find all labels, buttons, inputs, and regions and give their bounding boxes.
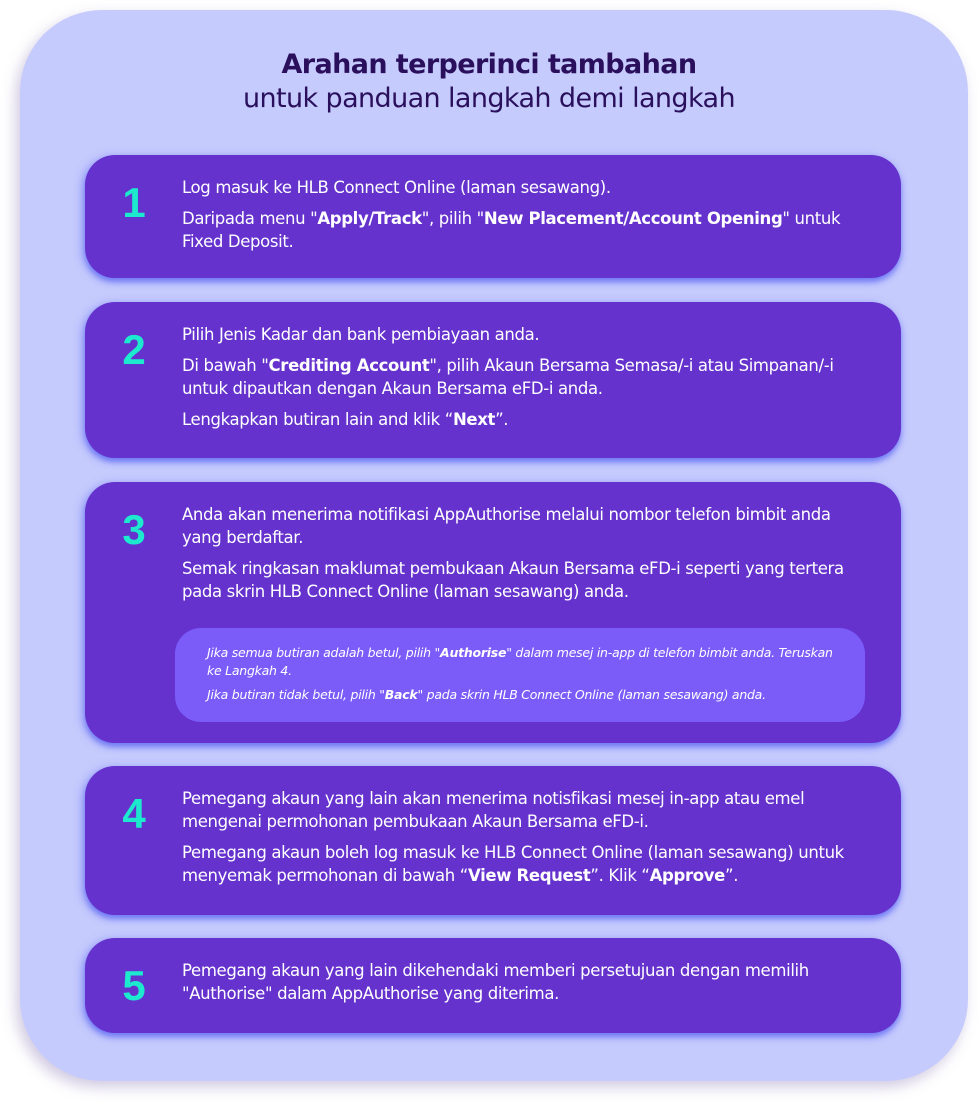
step-note-body	[207, 644, 845, 710]
step-paragraph	[182, 557, 871, 603]
text-run: ", pilih "	[421, 209, 484, 228]
step-card-2	[85, 302, 901, 458]
step-card-3	[85, 482, 901, 743]
step-paragraph	[182, 176, 871, 199]
page-title: Arahan terperinci tambahan	[281, 49, 697, 80]
text-run: Pemegang akaun yang lain dikehendaki memberi persetujuan dengan memilih "Authorise" dalam AppAuthorise yang diterima.	[182, 961, 809, 1003]
emphasis-text: View Request	[467, 866, 591, 885]
page-header	[0, 48, 978, 116]
text-run: Anda akan menerima notifikasi AppAuthorise melalui nombor telefon bimbit anda yang berdaftar.	[182, 505, 831, 547]
text-run: Pemegang akaun boleh log masuk ke HLB Connect Online (laman sesawang) untuk menyemak permohonan di bawah “	[182, 843, 844, 885]
step-number: 5	[122, 962, 146, 1009]
step-number: 4	[122, 790, 146, 837]
step-paragraph	[182, 354, 871, 400]
step-number: 3	[122, 506, 146, 553]
text-run: Semak ringkasan maklumat pembukaan Akaun Bersama eFD-i seperti yang tertera pada skrin HLB Connect Online (laman sesawang) anda.	[182, 559, 844, 601]
step-body	[182, 503, 871, 611]
text-run: Pemegang akaun yang lain akan menerima notisfikasi mesej in-app atau emel mengenai permohonan pembukaan Akaun Bersama eFD-i.	[182, 789, 805, 831]
step-body	[182, 787, 871, 895]
step-card-5	[85, 938, 901, 1033]
text-run: ”.	[495, 410, 509, 429]
emphasis-text: Approve	[649, 866, 726, 885]
step-paragraph	[182, 408, 871, 431]
step-number: 2	[122, 326, 146, 373]
text-run: Lengkapkan butiran lain and klik “	[182, 410, 453, 429]
step-paragraph	[182, 207, 871, 253]
step-note	[175, 628, 865, 722]
page-subtitle: untuk panduan langkah demi langkah	[243, 83, 735, 114]
text-run: ”. Klik “	[590, 866, 650, 885]
step-body	[182, 323, 871, 439]
step-card-1	[85, 155, 901, 278]
text-run: " untuk Fixed Deposit.	[182, 209, 841, 251]
emphasis-text: Apply/Track	[317, 209, 422, 228]
emphasis-text: Crediting Account	[268, 356, 430, 375]
text-run: ”.	[725, 866, 739, 885]
step-paragraph	[182, 841, 871, 887]
step-paragraph	[182, 503, 871, 549]
step-body	[182, 176, 871, 261]
text-run: " dalam mesej in-app di telefon bimbit anda. Teruskan ke Langkah 4.	[207, 645, 833, 678]
emphasis-text: Authorise	[440, 645, 507, 660]
emphasis-text: Next	[452, 410, 496, 429]
text-run: Di bawah "	[182, 356, 269, 375]
note-paragraph	[207, 686, 845, 704]
step-paragraph	[182, 323, 871, 346]
step-paragraph	[182, 787, 871, 833]
step-number: 1	[122, 179, 146, 226]
text-run: " pada skrin HLB Connect Online (laman sesawang) anda.	[417, 687, 766, 702]
text-run: Jika butiran tidak betul, pilih "	[207, 687, 385, 702]
text-run: ", pilih Akaun Bersama Semasa/-i atau Simpanan/-i untuk dipautkan dengan Akaun Bersama eFD-i anda.	[182, 356, 834, 398]
text-run: Daripada menu "	[182, 209, 318, 228]
note-paragraph	[207, 644, 845, 680]
text-run: Log masuk ke HLB Connect Online (laman sesawang).	[182, 178, 611, 197]
step-card-4	[85, 766, 901, 915]
step-paragraph	[182, 959, 871, 1005]
text-run: Jika semua butiran adalah betul, pilih "	[207, 645, 441, 660]
text-run: Pilih Jenis Kadar dan bank pembiayaan anda.	[182, 325, 540, 344]
emphasis-text: New Placement/Account Opening	[483, 209, 783, 228]
emphasis-text: Back	[384, 687, 418, 702]
step-body	[182, 959, 871, 1013]
